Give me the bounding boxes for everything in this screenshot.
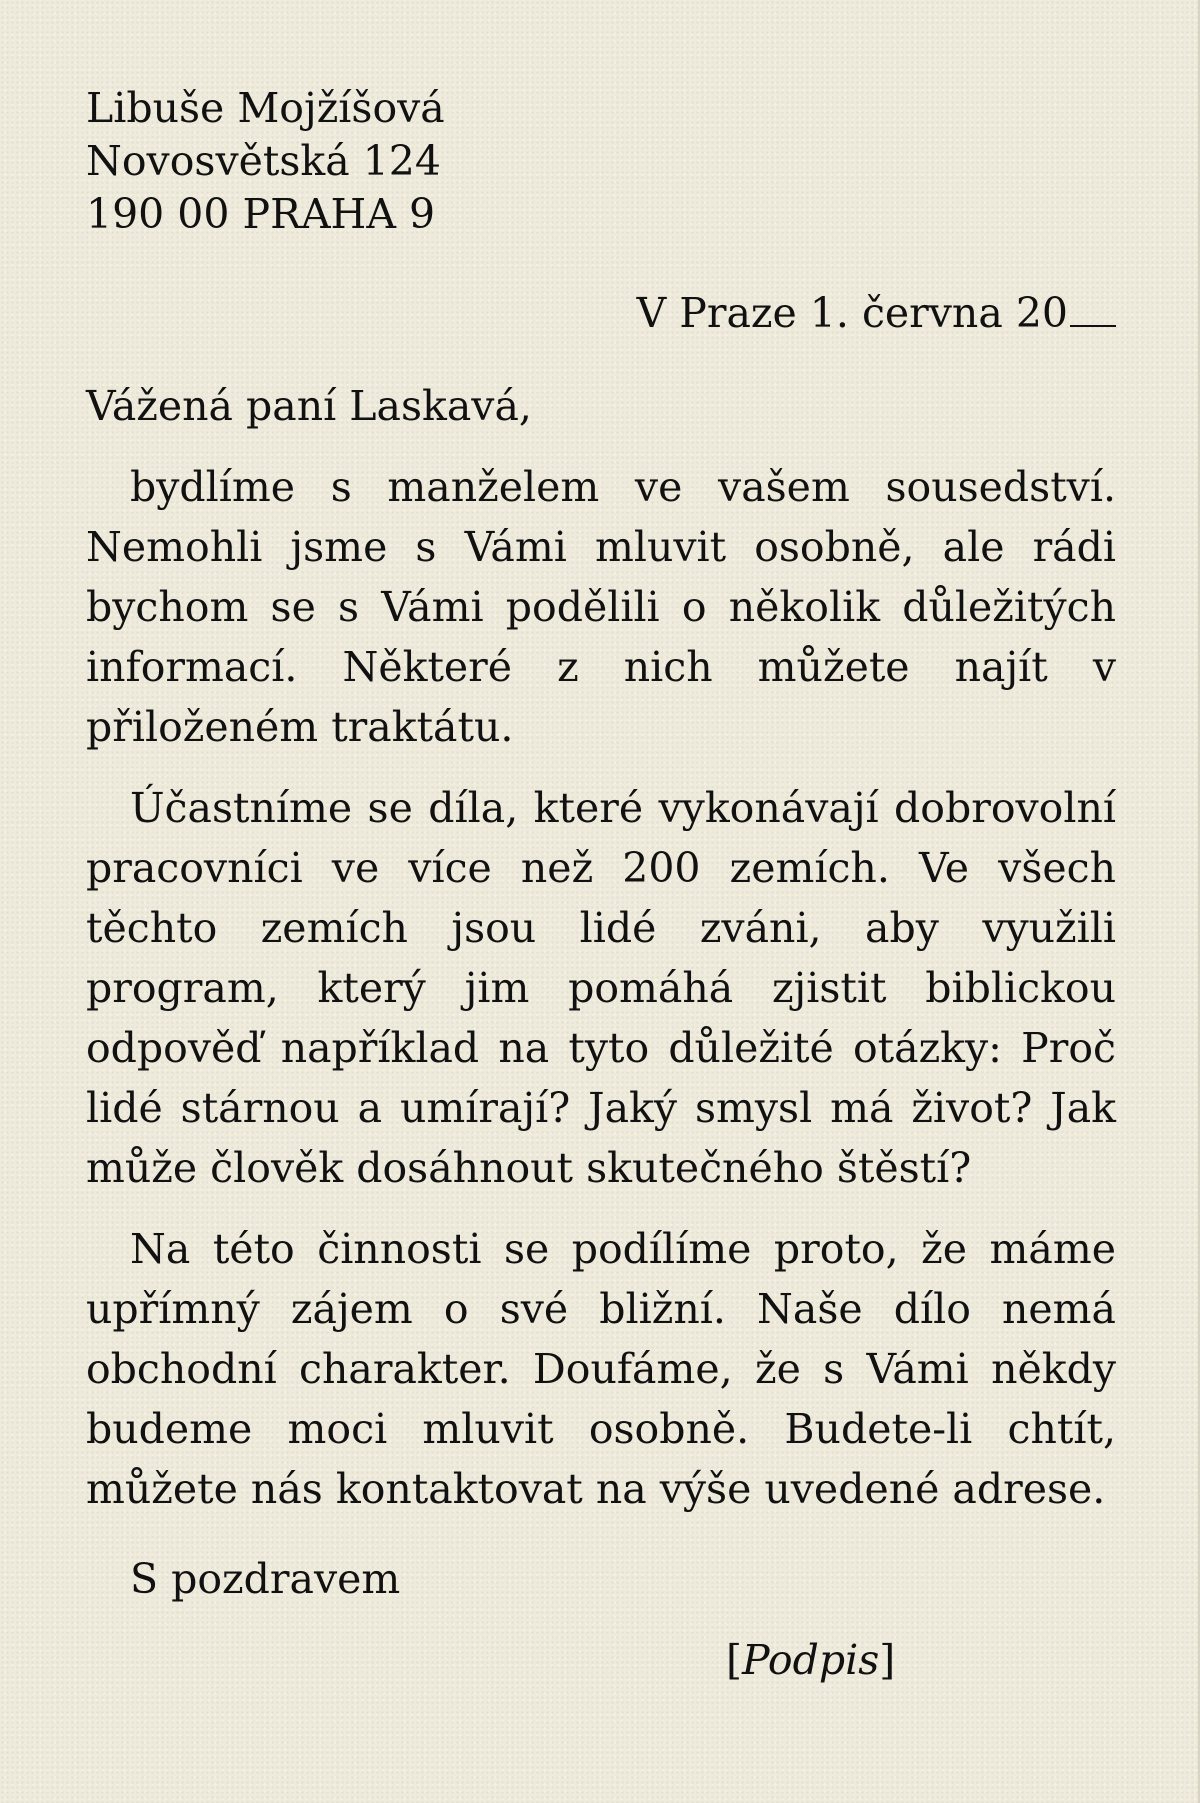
body-paragraph-2: Účastníme se díla, které vykonávají dobrovolní pracovníci ve více než 200 zemích. Ve všech těchto zemích jsou lidé zváni, aby využili program, který jim pomáhá zjistit biblickou odpověď například na tyto důležité otázky: Proč lidé stárnou a umírají? Jaký smysl má život? Jak může člověk dosáhnout skutečného štěstí?: [86, 784, 1116, 1192]
date-text: V Praze 1. června 20: [636, 289, 1068, 337]
signature-text: Podpis: [742, 1636, 880, 1684]
closing: S pozdravem: [130, 1555, 401, 1603]
date-year-blank: [1070, 295, 1116, 327]
body-paragraph-1: bydlíme s manželem ve vašem sousedství. Nemohli jsme s Vámi mluvit osobně, ale rádi bychom se s Vámi podělili o několik důležitých informací. Některé z nich můžete najít v přiloženém traktátu.: [86, 463, 1116, 751]
signature-placeholder: [86, 1634, 1116, 1687]
signature-close-bracket: ]: [879, 1636, 896, 1684]
salutation: Vážená paní Laskavá,: [86, 382, 532, 430]
sender-street: Novosvětská 124: [86, 137, 441, 185]
sender-address: [86, 82, 1116, 241]
sender-city: 190 00 PRAHA 9: [86, 190, 436, 238]
letter-date: [86, 287, 1116, 340]
signature-open-bracket: [: [726, 1636, 742, 1684]
letter: [86, 82, 1116, 1687]
body-paragraph-3: Na této činnosti se podílíme proto, že máme upřímný zájem o své bližní. Naše dílo nemá obchodní charakter. Doufáme, že s Vámi někdy budeme moci mluvit osobně. Budete-li chtít, můžete nás kontaktovat na výše uvedené adrese.: [86, 1225, 1116, 1513]
sender-name: Libuše Mojžíšová: [86, 84, 445, 132]
